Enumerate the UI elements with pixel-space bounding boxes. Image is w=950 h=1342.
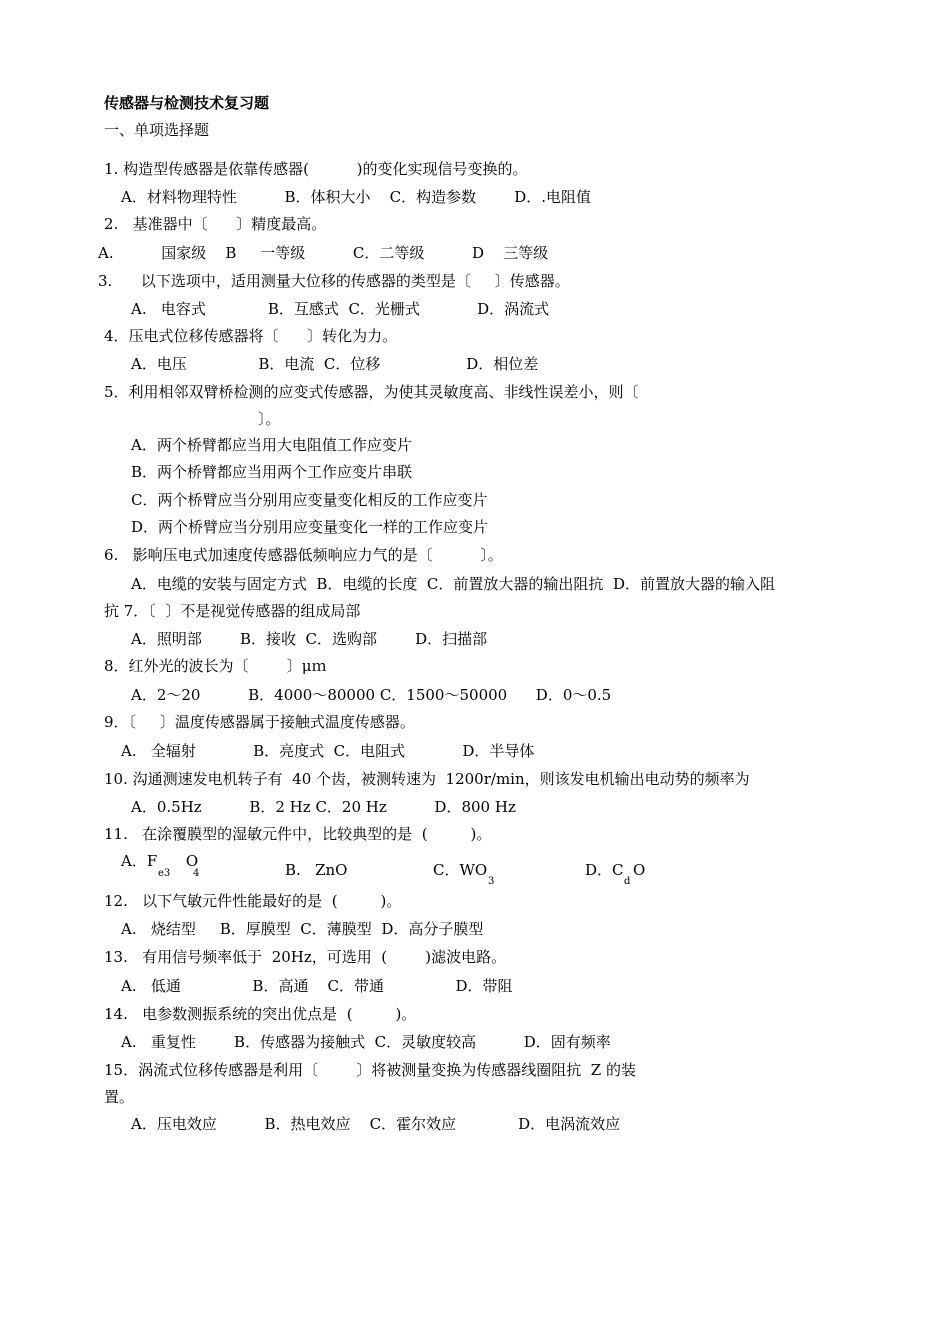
doc-title: 传感器与检测技术复习题 (104, 94, 270, 112)
question-2: 2. 基准器中〔 〕精度最高。 (104, 215, 327, 233)
question-12: 12. 以下气敏元件性能最好的是 ( )。 (104, 892, 402, 910)
question-8-options: A．2～20 B．4000～80000 C．1500～50000 D．0～0.5 (131, 686, 612, 704)
question-11-option-c-subscript: 3 (488, 876, 495, 887)
question-5-option-d: D．两个桥臂应当分别用应变量变化一样的工作应变片 (131, 518, 489, 536)
section-heading: 一、单项选择题 (104, 121, 210, 139)
question-11-option-b: B. ZnO (285, 861, 348, 879)
question-4-options: A．电压 B．电流 C．位移 D．相位差 (131, 355, 539, 373)
question-11-option-c: C．WO (433, 861, 488, 879)
question-13: 13. 有用信号频率低于 20Hz，可选用 ( )滤波电路。 (104, 948, 507, 966)
question-11-option-d: D．C O (585, 861, 646, 879)
question-15-continued: 置。 (104, 1088, 135, 1106)
question-5-bracket: 〕。 (258, 410, 281, 428)
question-11-option-d-subscript: d (624, 876, 631, 887)
question-12-options: A. 烧结型 B．厚膜型 C．薄膜型 D．高分子膜型 (121, 920, 484, 938)
question-6-options: A．电缆的安装与固定方式 B．电缆的长度 C．前置放大器的输出阻抗 D．前置放大器的输入阻 (131, 575, 775, 593)
question-11-option-a-subscript-2: 4 (193, 868, 200, 879)
question-11-option-a: A．F O (121, 852, 199, 870)
question-4: 4．压电式位移传感器将〔 〕转化为力。 (104, 327, 398, 345)
question-3: 3. 以下选项中，适用测量大位移的传感器的类型是〔 〕传感器。 (98, 272, 570, 290)
question-9: 9．〔 〕温度传感器属于接触式温度传感器。 (104, 713, 415, 731)
question-14-options: A. 重复性 B．传感器为接触式 C．灵敏度较高 D．固有频率 (121, 1033, 611, 1051)
question-2-options: A. 国家级 B 一等级 C．二等级 D 三等级 (98, 244, 549, 262)
question-6: 6. 影响压电式加速度传感器低频响应力气的是〔 〕。 (104, 546, 503, 564)
question-5-option-c: C．两个桥臂应当分别用应变量变化相反的工作应变片 (131, 491, 488, 509)
question-1-options: A．材料物理特性 B．体积大小 C．构造参数 D．.电阻值 (121, 188, 592, 206)
question-3-options: A. 电容式 B．互感式 C．光栅式 D．涡流式 (131, 300, 550, 318)
question-15-options: A．压电效应 B．热电效应 C．霍尔效应 D．电涡流效应 (131, 1115, 621, 1133)
question-14: 14. 电参数测振系统的突出优点是 ( )。 (104, 1005, 417, 1023)
question-11-option-a-subscript-1: e3 (158, 868, 171, 879)
question-8: 8．红外光的波长为〔 〕μｍ (104, 657, 327, 675)
question-7: 抗 7．〔 〕不是视觉传感器的组成局部 (104, 602, 361, 620)
question-11: 11. 在涂覆膜型的湿敏元件中，比较典型的是 ( )。 (104, 825, 492, 843)
question-10-options: A．0.5Hz B．2 Hz C．20 Hz D．800 Hz (131, 798, 516, 816)
question-10: 10. 沟通测速发电机转子有 40 个齿，被测转速为 1200r/min，则该发电机输出电动势的频率为 (104, 770, 750, 788)
question-15: 15．涡流式位移传感器是利用〔 〕将被测量变换为传感器线圈阻抗 Z 的装 (104, 1061, 636, 1079)
question-5-option-b: B．两个桥臂都应当用两个工作应变片串联 (131, 463, 413, 481)
question-5-option-a: A．两个桥臂都应当用大电阻值工作应变片 (131, 436, 412, 454)
question-1: 1. 构造型传感器是依靠传感器( )的变化实现信号变换的。 (104, 160, 528, 178)
question-7-options: A．照明部 B．接收 C．选购部 D．扫描部 (131, 630, 488, 648)
question-13-options: A. 低通 B．高通 C．带通 D．带阻 (121, 977, 513, 995)
question-9-options: A. 全辐射 B．亮度式 C．电阻式 D．半导体 (121, 742, 535, 760)
question-5: 5．利用相邻双臂桥检测的应变式传感器，为使其灵敏度高、非线性误差小，则〔 (104, 383, 639, 401)
